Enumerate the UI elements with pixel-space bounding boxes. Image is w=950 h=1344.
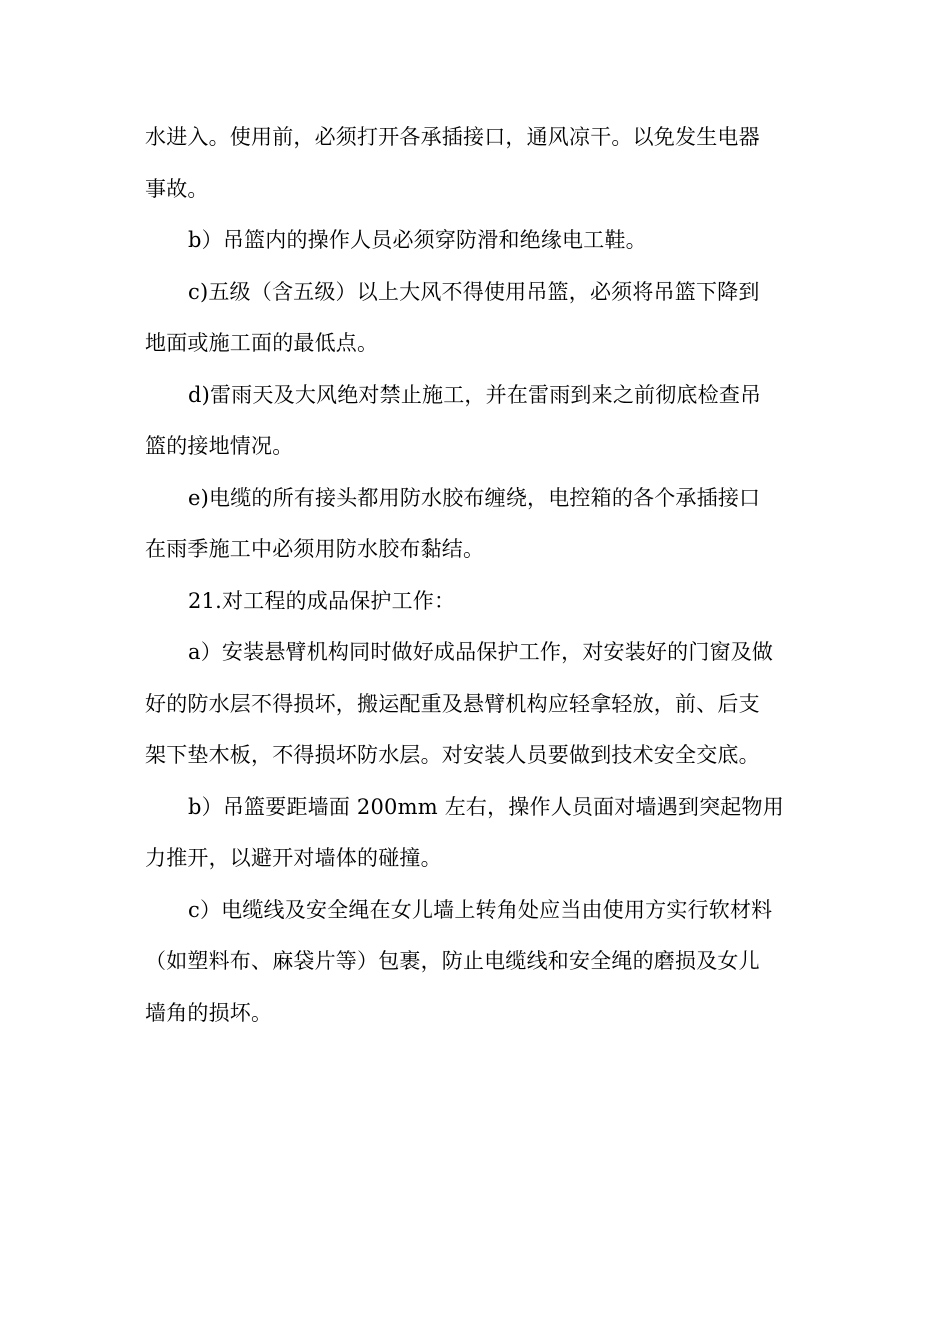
paragraph-start-line: b）吊篮要距墙面 200mm 左右，操作人员面对墙遇到突起物用 — [188, 794, 784, 819]
document-body — [145, 112, 807, 1039]
paragraph-start-line: a）安装悬臂机构同时做好成品保护工作，对安装好的门窗及做 — [188, 640, 774, 664]
paragraph-start-line: d)雷雨天及大风绝对禁止施工，并在雷雨到来之前彻底检查吊 — [188, 382, 762, 407]
text-line: 墙角的损坏。 — [145, 1000, 273, 1025]
text-line: 水进入。使用前，必须打开各承插接口，通风凉干。以免发生电器 — [145, 125, 760, 149]
paragraph-start-line: c)五级（含五级）以上大风不得使用吊篮，必须将吊篮下降到 — [188, 279, 760, 304]
paragraph-start-line: c）电缆线及安全绳在女儿墙上转角处应当由使用方实行软材料 — [188, 897, 773, 922]
text-line: 架下垫木板，不得损坏防水层。对安装人员要做到技术安全交底。 — [145, 743, 760, 767]
text-line: 好的防水层不得损坏，搬运配重及悬臂机构应轻拿轻放，前、后支 — [145, 691, 760, 716]
paragraph-start-line: b）吊篮内的操作人员必须穿防滑和绝缘电工鞋。 — [188, 228, 647, 252]
text-line: 在雨季施工中必须用防水胶布黏结。 — [145, 537, 485, 561]
text-line: 力推开，以避开对墙体的碰撞。 — [145, 846, 442, 870]
section-heading: 21.对工程的成品保护工作： — [188, 588, 456, 613]
paragraph-start-line: e)电缆的所有接头都用防水胶布缠绕，电控箱的各个承插接口 — [188, 485, 761, 510]
text-line: （如塑料布、麻袋片等）包裹，防止电缆线和安全绳的磨损及女儿 — [145, 949, 760, 973]
text-line: 地面或施工面的最低点。 — [145, 331, 379, 355]
text-line: 篮的接地情况。 — [145, 434, 294, 458]
text-line: 事故。 — [145, 176, 209, 201]
